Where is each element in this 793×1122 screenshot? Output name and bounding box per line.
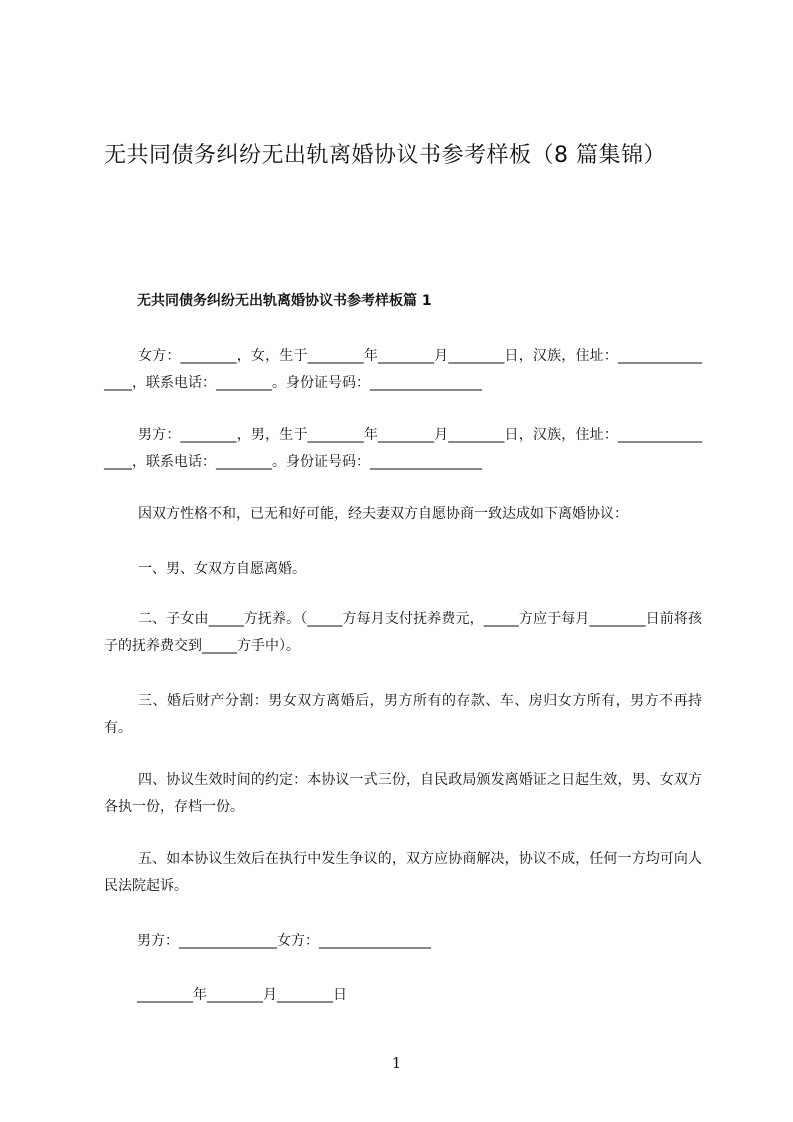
paragraph-wife-info: 女方：________，女，生于________年________月________日，汉族，住址：________________，联系电话：________。身份证号码：________________ <box>104 348 702 391</box>
clause-1: 一、男、女双方自愿离婚。 <box>138 561 306 577</box>
signature-line: 男方：______________女方：________________ <box>137 933 431 949</box>
clause-5: 五、如本协议生效后在执行中发生争议的，双方应协商解决，协议不成，任何一方均可向人民法院起诉。 <box>104 851 702 894</box>
clause-3: 三、婚后财产分割：男女双方离婚后，男方所有的存款、车、房归女方所有，男方不再持有。 <box>104 693 702 736</box>
page-number: 1 <box>391 1054 402 1072</box>
paragraph-husband-info: 男方：________，男，生于________年________月________日，汉族，住址：________________，联系电话：________。身份证号码：________________ <box>104 427 702 470</box>
clause-2: 二、子女由_____方抚养。（_____方每月支付抚养费元，_____方应于每月________日前将孩子的抚养费交到_____方手中）。 <box>104 611 702 654</box>
paragraph-intro: 因双方性格不和，已无和好可能，经夫妻双方自愿协商一致达成如下离婚协议： <box>138 506 628 522</box>
clause-4: 四、协议生效时间的约定：本协议一式三份，自民政局颁发离婚证之日起生效，男、女双方各执一份，存档一份。 <box>104 772 702 815</box>
document-title: 无共同债务纠纷无出轨离婚协议书参考样板（8 篇集锦） <box>104 143 666 168</box>
date-line: ________年________月________日 <box>137 987 347 1003</box>
section-heading: 无共同债务纠纷无出轨离婚协议书参考样板篇 1 <box>137 293 432 309</box>
